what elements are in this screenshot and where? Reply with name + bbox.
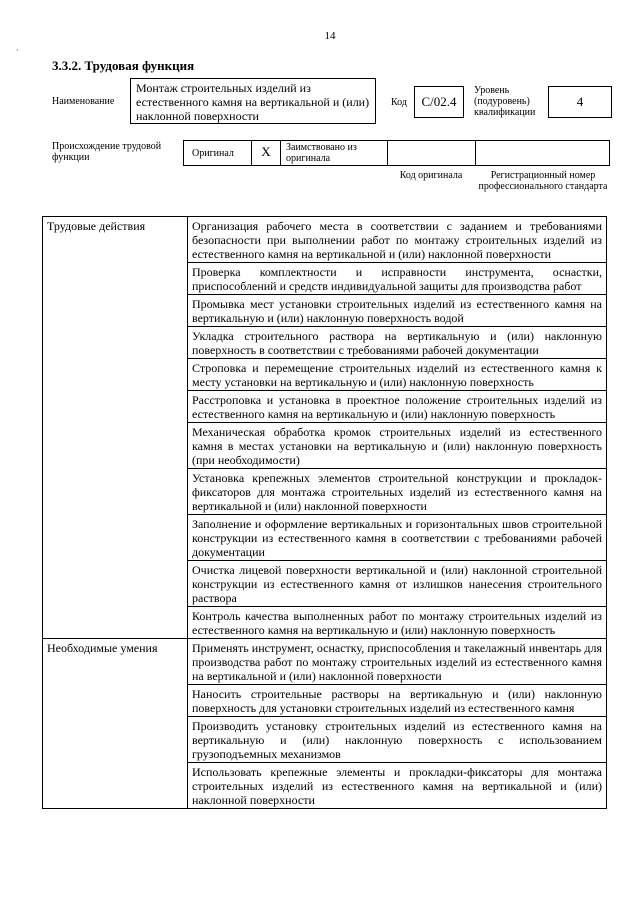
item-cell: Промывка мест установки строительных изделий из естественного камня на вертикальную и (или) наклонную поверхность водой bbox=[188, 295, 607, 327]
original-label: Оригинал bbox=[184, 141, 252, 165]
item-cell: Строповка и перемещение строительных изделий из естественного камня к месту установки на вертикальную и (или) наклонную поверхность bbox=[188, 359, 607, 391]
item-cell: Очистка лицевой поверхности вертикальной и (или) наклонной строительной конструкции из естественного камня от излишков нанесения строительного раствора bbox=[188, 561, 607, 607]
section-title: 3.3.2. Трудовая функция bbox=[52, 58, 195, 73]
item-cell: Использовать крепежные элементы и прокладки-фиксаторы для монтажа строительных изделий из естественного камня на вертикальной и (или) наклонной поверхности bbox=[188, 763, 607, 809]
origin-label: Происхождение трудовой функции bbox=[52, 141, 162, 163]
code-label: Код bbox=[391, 97, 407, 108]
code-caption: Код оригинала bbox=[399, 170, 463, 181]
item-cell: Расстроповка и установка в проектное положение строительных изделий из естественного камня на вертикальную и (или) наклонную поверхность bbox=[188, 391, 607, 423]
item-cell: Заполнение и оформление вертикальных и горизонтальных швов строительной конструкции из естественного камня в соответствии с требованиями рабочей документации bbox=[188, 515, 607, 561]
level-box: 4 bbox=[548, 86, 612, 118]
item-cell: Производить установку строительных изделий из естественного камня на вертикальную и (или) наклонную поверхность с использованием грузоподъемных механизмов bbox=[188, 717, 607, 763]
section-heading-cell: Трудовые действия bbox=[43, 217, 188, 639]
item-cell: Укладка строительного раствора на вертикальную и (или) наклонную поверхность в соответствии с требованиями рабочей документации bbox=[188, 327, 607, 359]
origin-row bbox=[183, 140, 610, 166]
table-row bbox=[43, 217, 607, 263]
item-cell: Наносить строительные растворы на вертикальную и (или) наклонную поверхность для установки строительных изделий из естественного камня bbox=[188, 685, 607, 717]
reg-caption: Регистрационный номер профессионального стандарта bbox=[478, 170, 608, 192]
item-cell: Установка крепежных элементов строительной конструкции и прокладок-фиксаторов для монтажа строительных изделий из естественного камня на вертикальной и (или) наклонной поверхности bbox=[188, 469, 607, 515]
name-label: Наименование bbox=[52, 96, 115, 107]
page-number: 14 bbox=[324, 30, 336, 42]
original-mark: Х bbox=[252, 141, 281, 165]
original-code-cell bbox=[388, 141, 476, 165]
table-row bbox=[43, 639, 607, 685]
scan-speck: · bbox=[16, 46, 19, 55]
level-label: Уровень (подуровень) квалификации bbox=[474, 85, 536, 118]
item-cell: Организация рабочего места в соответствии с заданием и требованиями безопасности при выполнении работ по монтажу строительных изделий из естественного камня на вертикальной и (или) наклонной поверхности bbox=[188, 217, 607, 263]
reg-number-cell bbox=[476, 141, 609, 165]
section-heading-cell: Необходимые умения bbox=[43, 639, 188, 809]
function-table bbox=[42, 216, 607, 809]
item-cell: Механическая обработка кромок строительных изделий из естественного камня в местах установки на вертикальную и (или) наклонную поверхность (при необходимости) bbox=[188, 423, 607, 469]
function-name-box: Монтаж строительных изделий из естественного камня на вертикальной и (или) наклонной поверхности bbox=[130, 78, 376, 124]
item-cell: Применять инструмент, оснастку, приспособления и такелажный инвентарь для производства работ по монтажу строительных изделий из естественного камня на вертикальной и (или) наклонной поверхности bbox=[188, 639, 607, 685]
borrowed-label: Заимствовано из оригинала bbox=[281, 141, 388, 165]
item-cell: Проверка комплектности и исправности инструмента, оснастки, приспособлений и средств индивидуальной защиты для производства работ bbox=[188, 263, 607, 295]
function-code-box: С/02.4 bbox=[414, 86, 464, 118]
item-cell: Контроль качества выполненных работ по монтажу строительных изделий из естественного камня на вертикальную и (или) наклонную поверхность bbox=[188, 607, 607, 639]
